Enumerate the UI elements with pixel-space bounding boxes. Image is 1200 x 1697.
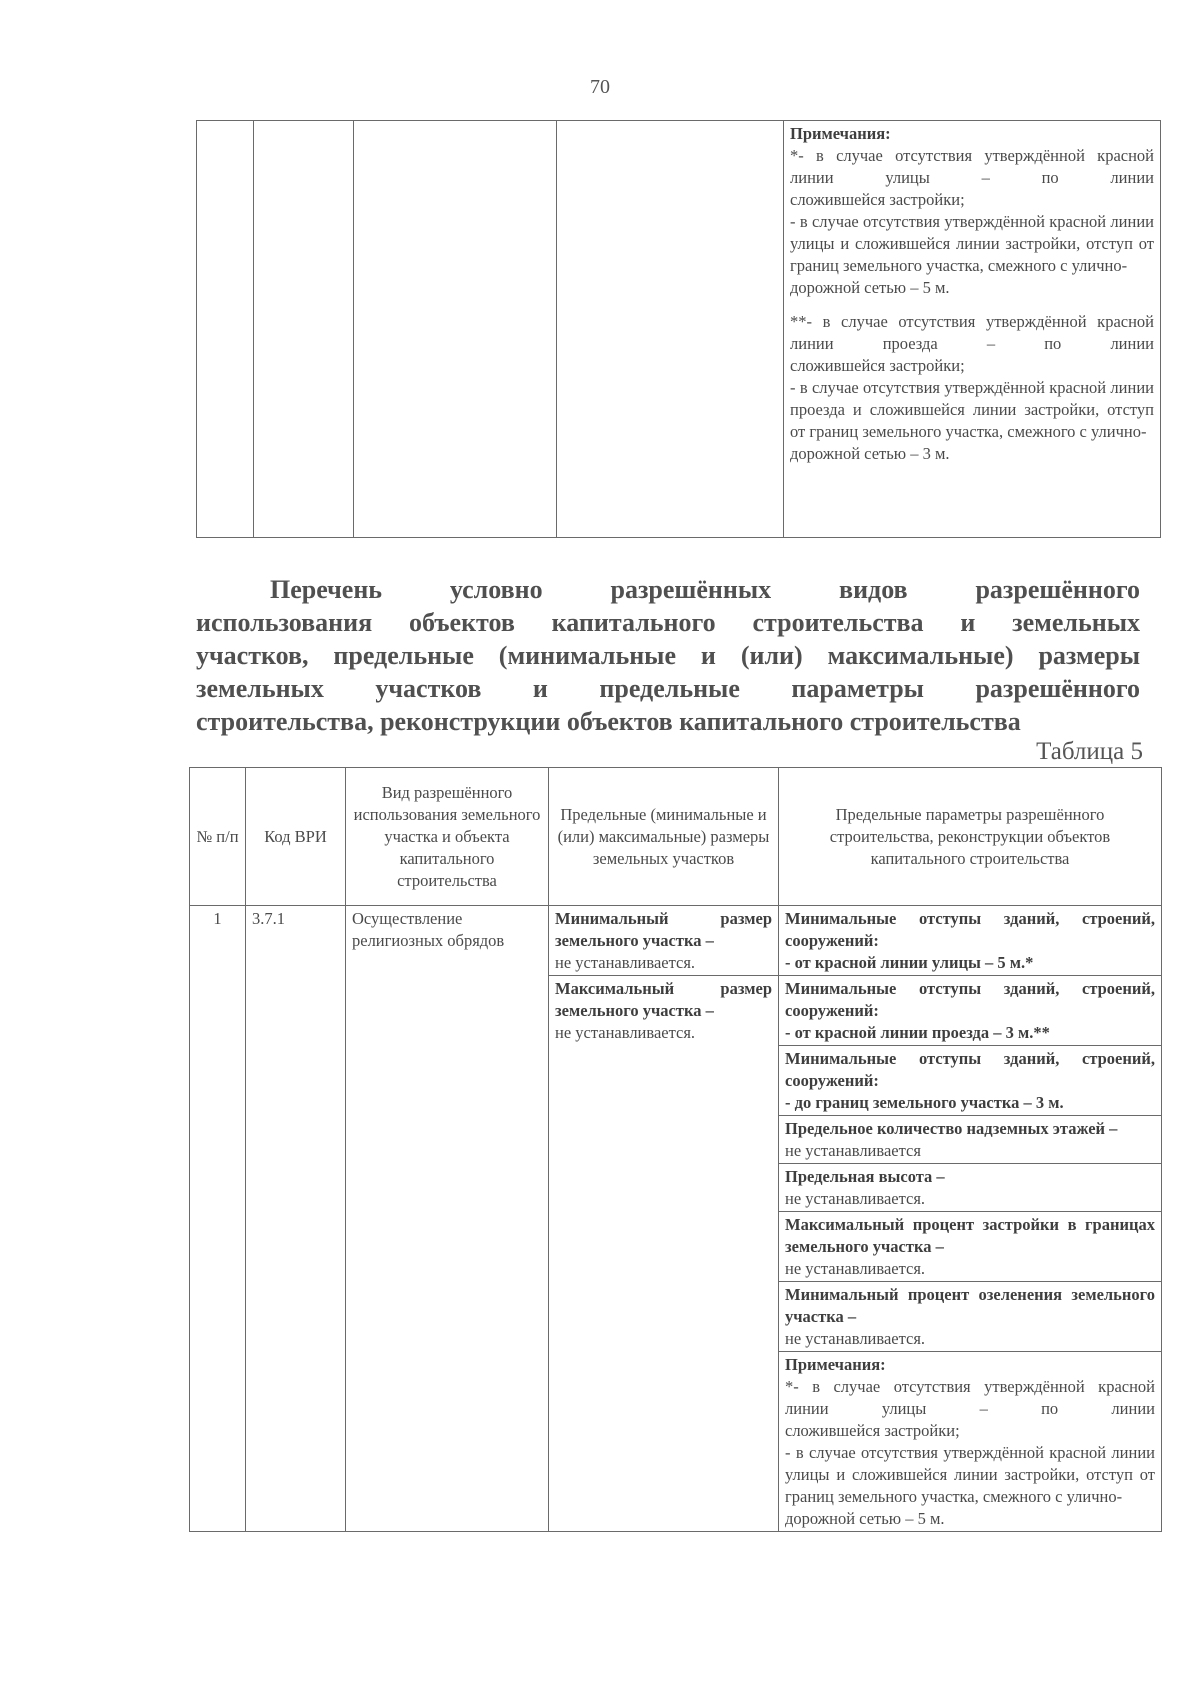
notes-title: Примечания: xyxy=(785,1355,886,1374)
size-min xyxy=(549,906,778,976)
param-title: Максимальный процент застройки в границах земельного участка – xyxy=(785,1215,1155,1256)
param-title: Минимальный процент озеленения земельного участка – xyxy=(785,1285,1155,1326)
size-min-value: не устанавливается. xyxy=(555,953,696,972)
heading-line: Перечень условно разрешённых видов разрешённого xyxy=(270,575,1140,604)
header-code: Код ВРИ xyxy=(246,768,346,906)
param-value: не устанавливается. xyxy=(785,1259,926,1278)
notes-title: Примечания: xyxy=(790,124,891,143)
header-num: № п/п xyxy=(190,768,246,906)
empty-cell xyxy=(254,121,354,538)
heading-line: земельных участков и предельные параметры разрешённого xyxy=(196,674,1140,703)
size-max-value: не устанавливается. xyxy=(555,1023,696,1042)
permitted-uses-table xyxy=(189,767,1162,1532)
header-params: Предельные параметры разрешённого строительства, реконструкции объектов капитального строительства xyxy=(779,768,1162,906)
row-type: Осуществление религиозных обрядов xyxy=(346,906,549,1532)
note-line: сложившейся застройки; xyxy=(785,1421,960,1440)
param-value: не устанавливается. xyxy=(785,1189,926,1208)
note-line: дорожной сетью – 5 м. xyxy=(785,1509,945,1528)
note-line: дорожной сетью – 3 м. xyxy=(790,444,950,463)
param-title: Минимальные отступы зданий, строений, сооружений: xyxy=(785,979,1155,1020)
param-notes xyxy=(779,1352,1161,1532)
size-max xyxy=(549,976,778,1046)
param-item xyxy=(779,1164,1161,1212)
note-line: *- в случае отсутствия утверждённой красной линии улицы – по линии xyxy=(785,1377,1155,1418)
continuation-table xyxy=(196,120,1161,538)
heading-line: участков, предельные (минимальные и (или) максимальные) размеры xyxy=(196,641,1140,670)
param-item xyxy=(779,906,1161,976)
section-heading xyxy=(196,573,1140,738)
note-line: - в случае отсутствия утверждённой красной линии улицы и сложившейся линии застройки, отступ от границ земельного участка, смежного с улично- xyxy=(785,1443,1155,1506)
row-code: 3.7.1 xyxy=(246,906,346,1532)
note-line: - в случае отсутствия утверждённой красной линии проезда и сложившейся линии застройки, отступ от границ земельного участка, смежного с улично- xyxy=(790,378,1154,441)
page-number: 70 xyxy=(590,76,610,98)
empty-cell xyxy=(197,121,254,538)
table-label: Таблица 5 xyxy=(1036,738,1143,765)
param-value: - от красной линии проезда – 3 м.** xyxy=(785,1023,1050,1042)
param-value: не устанавливается xyxy=(785,1141,921,1160)
param-value: - до границ земельного участка – 3 м. xyxy=(785,1093,1064,1112)
note-line: сложившейся застройки; xyxy=(790,190,965,209)
param-title: Предельное количество надземных этажей – xyxy=(785,1119,1118,1138)
param-title: Минимальные отступы зданий, строений, сооружений: xyxy=(785,1049,1155,1090)
note-line: сложившейся застройки; xyxy=(790,356,965,375)
param-item xyxy=(779,1212,1161,1282)
heading-line: использования объектов капитального строительства и земельных xyxy=(196,608,1140,637)
note-line: **- в случае отсутствия утверждённой красной линии проезда – по линии xyxy=(790,312,1154,353)
param-item xyxy=(779,976,1161,1046)
note-line: дорожной сетью – 5 м. xyxy=(790,278,950,297)
notes-cell xyxy=(784,121,1161,538)
param-title: Предельная высота – xyxy=(785,1167,945,1186)
param-value: не устанавливается. xyxy=(785,1329,926,1348)
param-item xyxy=(779,1116,1161,1164)
size-min-title: Минимальный размер земельного участка – xyxy=(555,909,772,950)
note-line: *- в случае отсутствия утверждённой красной линии улицы – по линии xyxy=(790,146,1154,187)
params-subtable xyxy=(779,906,1161,1531)
heading-line: строительства, реконструкции объектов капитального строительства xyxy=(196,707,1021,736)
param-item xyxy=(779,1282,1161,1352)
empty-cell xyxy=(557,121,784,538)
param-title: Минимальные отступы зданий, строений, сооружений: xyxy=(785,909,1155,950)
size-max-title: Максимальный размер земельного участка – xyxy=(555,979,772,1020)
header-type: Вид разрешённого использования земельного участка и объекта капитального строительства xyxy=(346,768,549,906)
param-value: - от красной линии улицы – 5 м.* xyxy=(785,953,1034,972)
params-cell xyxy=(779,906,1162,1532)
sizes-cell xyxy=(549,906,779,1532)
param-item xyxy=(779,1046,1161,1116)
header-sizes: Предельные (минимальные и (или) максимальные) размеры земельных участков xyxy=(549,768,779,906)
empty-cell xyxy=(354,121,557,538)
note-line: - в случае отсутствия утверждённой красной линии улицы и сложившейся линии застройки, отступ от границ земельного участка, смежного с улично- xyxy=(790,212,1154,275)
row-num: 1 xyxy=(190,906,246,1532)
sizes-subtable xyxy=(549,906,778,1045)
